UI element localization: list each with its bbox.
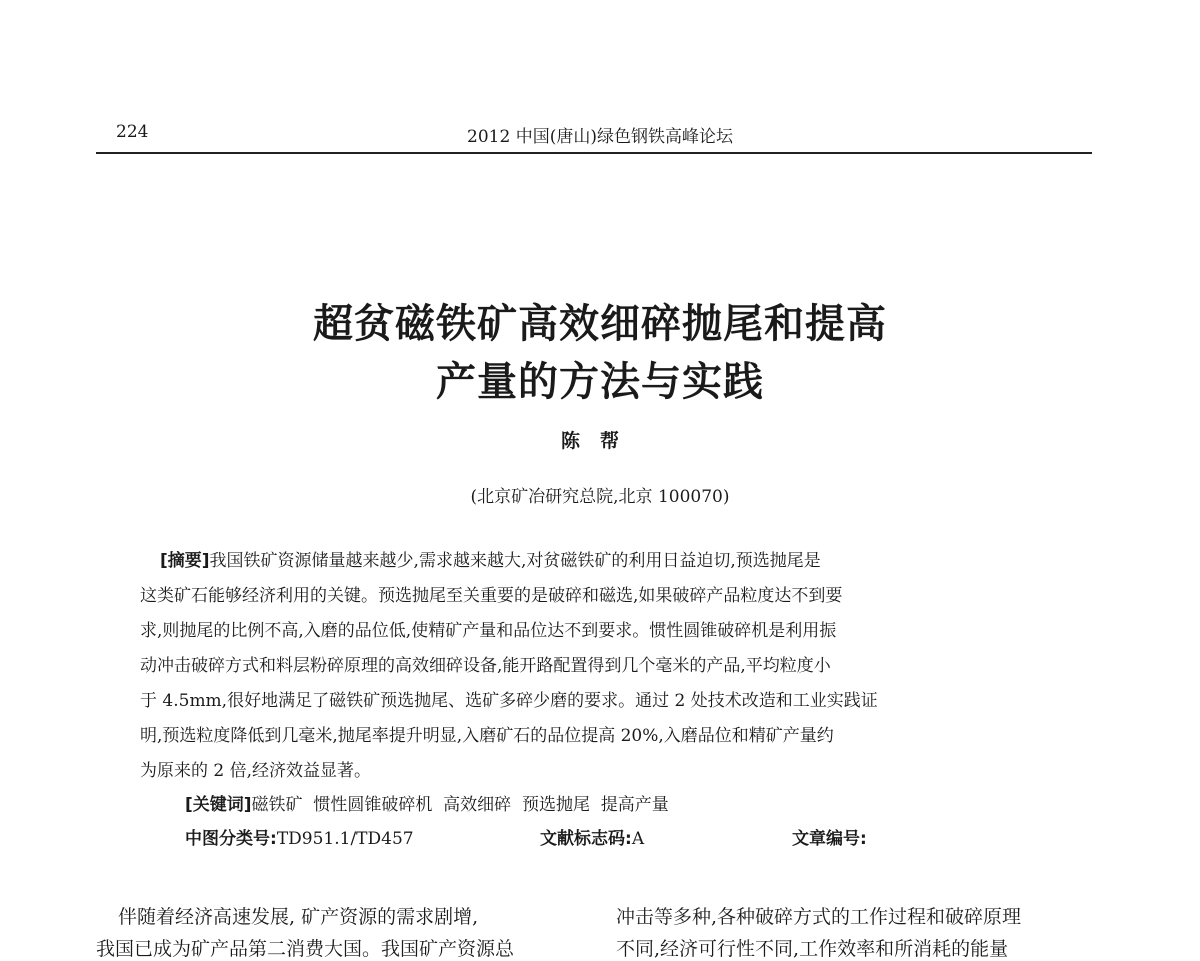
keywords	[185, 790, 1097, 815]
doc-code-label: 文献标志码:	[540, 829, 632, 849]
header-rule	[96, 152, 1092, 154]
doc-code-value: A	[631, 829, 645, 849]
author: 陈帮	[560, 430, 639, 452]
body-left-line: 我国已成为矿产品第二消费大国。我国矿产资源总	[96, 938, 515, 960]
body-right-line: 不同,经济可行性不同,工作效率和所消耗的能量	[616, 938, 1009, 960]
abstract-line: 这类矿石能够经济利用的关键。预选抛尾至关重要的是破碎和磁选,如果破碎产品粒度达不到要	[140, 586, 843, 606]
article-number	[792, 824, 867, 849]
doc-code	[540, 824, 644, 849]
abstract-text: 我国铁矿资源储量越来越少,需求越来越大,对贫磁铁矿的利用日益迫切,预选抛尾是	[209, 551, 821, 571]
clc-label: 中图分类号:	[185, 829, 277, 849]
abstract-line	[160, 546, 1072, 571]
paper-title-line-1: 超贫磁铁矿高效细碎抛尾和提高	[313, 301, 887, 347]
abstract-line: 于 4.5mm,很好地满足了磁铁矿预选抛尾、选矿多碎少磨的要求。通过 2 处技术改造和工业实践证	[140, 691, 878, 711]
abstract-label: [摘要]	[160, 551, 210, 571]
clc-number	[185, 824, 414, 849]
abstract-line: 动冲击破碎方式和料层粉碎原理的高效细碎设备,能开路配置得到几个毫米的产品,平均粒度小	[140, 656, 831, 676]
clc-value: TD951.1/TD457	[276, 829, 414, 849]
article-no-label: 文章编号:	[792, 829, 867, 849]
keywords-text: 磁铁矿 惯性圆锥破碎机 高效细碎 预选抛尾 提高产量	[251, 795, 669, 815]
affiliation: (北京矿冶研究总院,北京 100070)	[470, 487, 730, 507]
body-left-line: 伴随着经济高速发展, 矿产资源的需求剧增,	[118, 906, 479, 928]
paper-title-line-2: 产量的方法与实践	[436, 359, 764, 405]
abstract-line: 明,预选粒度降低到几毫米,抛尾率提升明显,入磨矿石的品位提高 20%,入磨品位和精矿产量约	[140, 726, 834, 746]
page-number: 224	[116, 122, 149, 142]
running-head: 2012 中国(唐山)绿色钢铁高峰论坛	[467, 127, 733, 147]
body-right-line: 冲击等多种,各种破碎方式的工作过程和破碎原理	[616, 906, 1022, 928]
abstract-line: 为原来的 2 倍,经济效益显著。	[140, 761, 372, 781]
abstract-line: 求,则抛尾的比例不高,入磨的品位低,使精矿产量和品位达不到要求。惯性圆锥破碎机是利用振	[140, 621, 837, 641]
keywords-label: [关键词]	[185, 795, 252, 815]
